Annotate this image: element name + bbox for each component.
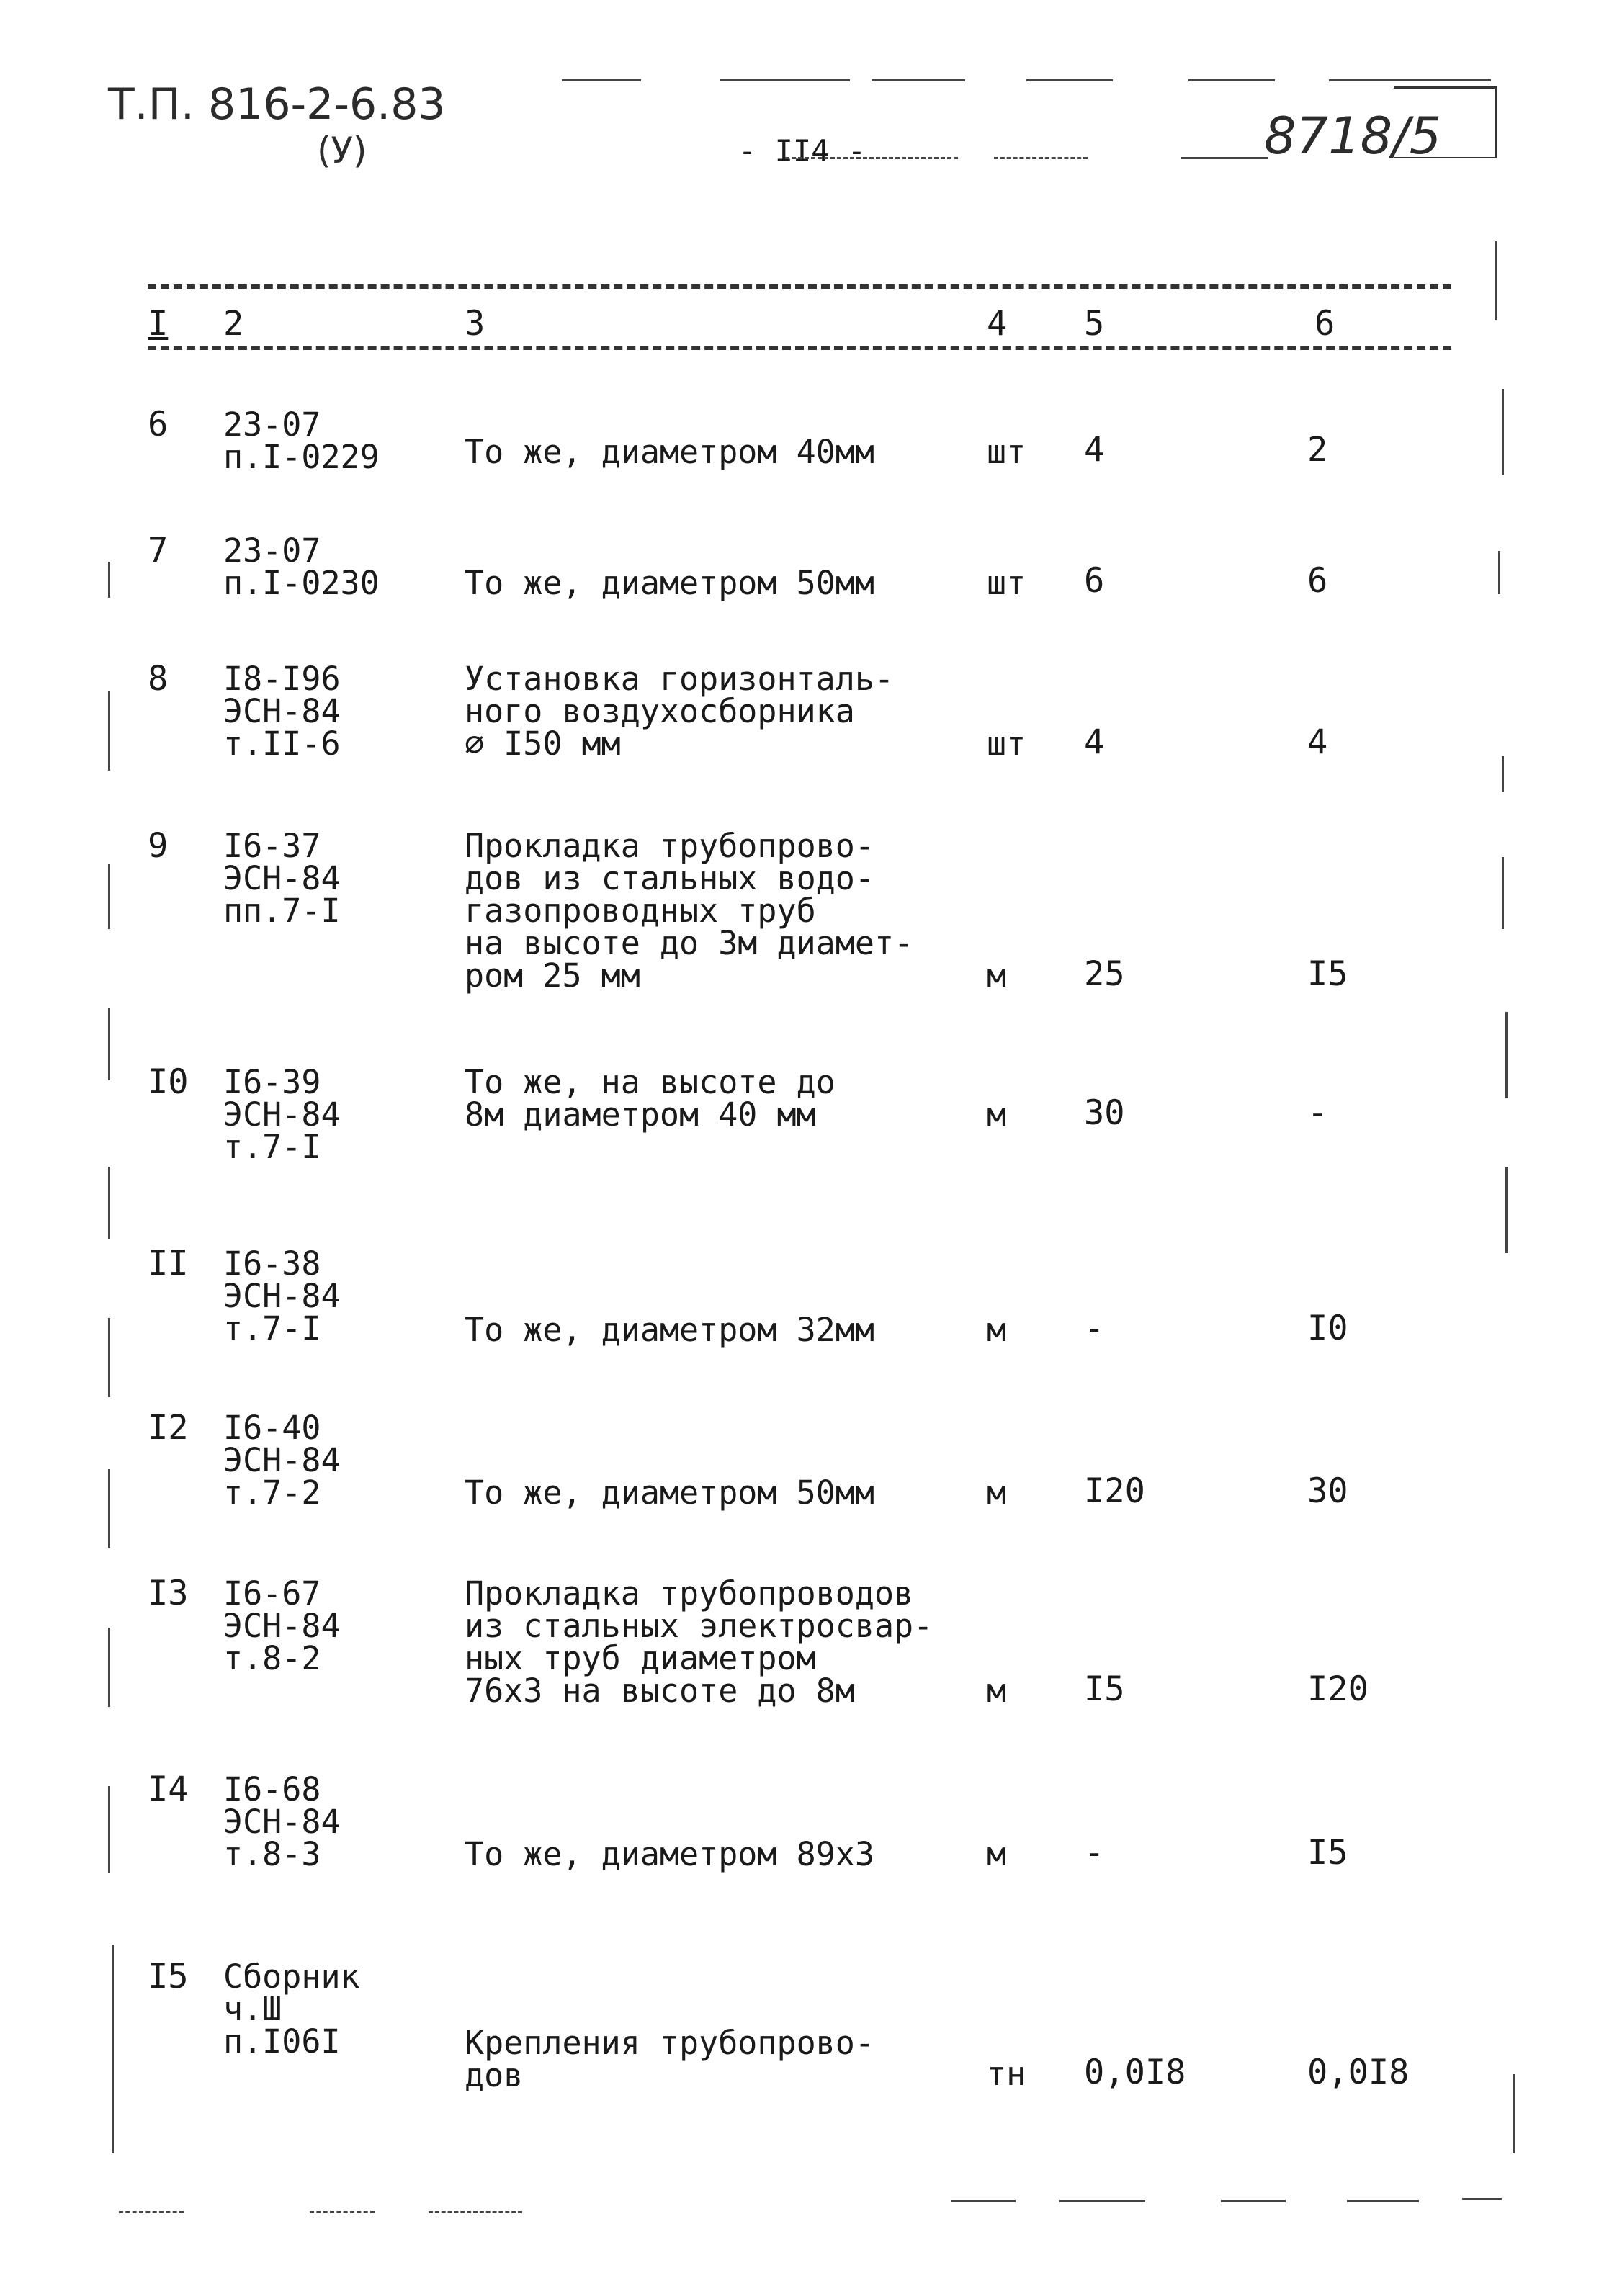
column-header-3: 3 <box>465 304 485 344</box>
row-description-line: Прокладка трубопроводов <box>465 1574 914 1613</box>
bottom-dash <box>310 2211 375 2213</box>
row-description-line: 8м диаметром 40 мм <box>465 1095 816 1134</box>
row-reference-line: ЭСН-84 <box>223 1803 341 1841</box>
row-number: I2 <box>148 1408 189 1448</box>
edge-mark <box>1502 389 1504 475</box>
row-unit: шт <box>987 433 1026 471</box>
row-unit: шт <box>987 564 1026 602</box>
row-unit: шт <box>987 725 1026 763</box>
row-reference-line: п.I06I <box>223 2022 341 2060</box>
row-quantity-6: 0,0I8 <box>1307 2053 1410 2092</box>
column-header-2: 2 <box>223 304 244 344</box>
edge-mark <box>1495 241 1497 320</box>
row-unit: м <box>987 1474 1007 1512</box>
row-reference-line: т.II-6 <box>223 725 341 763</box>
edge-mark <box>1505 1012 1508 1098</box>
row-reference-line: ЭСН-84 <box>223 1607 341 1645</box>
row-reference-line: I6-39 <box>223 1063 321 1101</box>
row-description-line: дов из стальных водо- <box>465 859 874 897</box>
bottom-dash <box>1221 2200 1286 2202</box>
sheet-number-frame <box>1394 86 1497 158</box>
edge-mark <box>1505 1167 1508 1253</box>
row-reference-line: т.8-2 <box>223 1639 321 1677</box>
row-quantity-6: 2 <box>1307 430 1328 470</box>
column-header-5: 5 <box>1084 304 1105 344</box>
row-description-line: газопроводных труб <box>465 892 816 930</box>
row-number: I4 <box>148 1770 189 1809</box>
row-quantity-5: 4 <box>1084 430 1105 470</box>
document-code: Т.П. 816-2-6.83 <box>108 79 446 130</box>
row-unit: тн <box>987 2055 1026 2093</box>
row-quantity-5: 30 <box>1084 1093 1125 1133</box>
row-unit: м <box>987 1095 1007 1134</box>
row-description-line: Крепления трубопрово- <box>465 2024 874 2062</box>
row-description-line: Прокладка трубопрово- <box>465 827 874 865</box>
row-number: I0 <box>148 1062 189 1102</box>
row-quantity-5: - <box>1084 1309 1105 1348</box>
bottom-dash <box>951 2200 1016 2202</box>
row-reference-line: 23-07 <box>223 405 321 444</box>
row-reference-line: п.I-0229 <box>223 438 380 476</box>
row-quantity-6: - <box>1307 1093 1328 1133</box>
row-reference-line: т.7-I <box>223 1309 321 1347</box>
row-description-line: Установка горизонталь- <box>465 660 895 698</box>
row-number: 7 <box>148 531 169 570</box>
table-header-rule <box>148 346 1451 350</box>
row-quantity-5: 25 <box>1084 954 1125 994</box>
header-dash-4 <box>1026 79 1113 81</box>
header-dash-9 <box>1181 157 1268 159</box>
edge-mark <box>108 864 110 929</box>
edge-mark <box>108 1469 110 1548</box>
row-description-line: То же, диаметром 32мм <box>465 1311 874 1349</box>
row-description-line: ром 25 мм <box>465 956 640 995</box>
edge-mark <box>108 1786 110 1873</box>
edge-mark <box>108 562 110 598</box>
bottom-dash <box>1059 2200 1145 2202</box>
bottom-dash <box>1462 2198 1502 2200</box>
row-quantity-6: I20 <box>1307 1669 1369 1709</box>
row-description-line: 76х3 на высоте до 8м <box>465 1672 855 1710</box>
row-reference-line: т.7-2 <box>223 1474 321 1512</box>
row-reference-line: Сборник <box>223 1958 360 1996</box>
row-reference-line: пп.7-I <box>223 892 341 930</box>
row-quantity-5: 6 <box>1084 561 1105 601</box>
row-description-line: из стальных электросвар- <box>465 1607 933 1645</box>
edge-mark <box>108 1167 110 1239</box>
document-subcode: (У) <box>317 130 367 171</box>
header-dash-8 <box>994 157 1088 159</box>
row-description-line: ного воздухосборника <box>465 692 855 730</box>
row-reference-line: I8-I96 <box>223 660 341 698</box>
row-quantity-6: I0 <box>1307 1309 1348 1348</box>
row-quantity-5: 0,0I8 <box>1084 2053 1186 2092</box>
edge-mark <box>1502 756 1504 792</box>
row-reference-line: т.8-3 <box>223 1835 321 1873</box>
header-dash-1 <box>562 79 641 81</box>
row-reference-line: ЭСН-84 <box>223 1441 341 1479</box>
sheet-number: 8718/5 <box>1264 107 1442 166</box>
header-dash-5 <box>1188 79 1275 81</box>
row-description-line: дов <box>465 2056 524 2094</box>
row-description-line: То же, диаметром 40мм <box>465 433 874 471</box>
row-quantity-5: I20 <box>1084 1471 1145 1511</box>
row-reference-line: 23-07 <box>223 532 321 570</box>
row-description-line: ⌀ I50 мм <box>465 725 621 763</box>
row-quantity-6: I5 <box>1307 954 1348 994</box>
row-number: I5 <box>148 1957 189 1996</box>
row-description-line: ных труб диаметром <box>465 1639 816 1677</box>
bottom-dash <box>119 2211 184 2213</box>
edge-mark <box>1502 857 1504 929</box>
header-dash-3 <box>872 79 965 81</box>
row-reference-line: I6-38 <box>223 1245 321 1283</box>
row-reference-line: ЭСН-84 <box>223 859 341 897</box>
row-reference-line: I6-68 <box>223 1770 321 1808</box>
row-reference-line: I6-37 <box>223 827 321 865</box>
row-quantity-6: 6 <box>1307 561 1328 601</box>
row-description-line: То же, на высоте до <box>465 1063 836 1101</box>
header-dash-7 <box>785 157 958 159</box>
row-description-line: То же, диаметром 89х3 <box>465 1835 874 1873</box>
row-quantity-6: 30 <box>1307 1471 1348 1511</box>
column-header-1: I <box>148 304 169 344</box>
row-description-line: То же, диаметром 50мм <box>465 1474 874 1512</box>
edge-mark <box>108 1318 110 1397</box>
row-reference-line: ЭСН-84 <box>223 1095 341 1134</box>
row-number: II <box>148 1244 189 1283</box>
edge-mark <box>112 1945 114 2153</box>
row-quantity-5: - <box>1084 1833 1105 1873</box>
row-quantity-5: 4 <box>1084 722 1105 762</box>
row-unit: м <box>987 1835 1007 1873</box>
row-reference-line: т.7-I <box>223 1128 321 1166</box>
row-number: 9 <box>148 826 169 866</box>
row-reference-line: ЭСН-84 <box>223 1277 341 1315</box>
edge-mark <box>1513 2074 1515 2153</box>
row-reference-line: ЭСН-84 <box>223 692 341 730</box>
row-description-line: на высоте до 3м диамет- <box>465 924 914 962</box>
row-description-line: То же, диаметром 50мм <box>465 564 874 602</box>
row-reference-line: I6-67 <box>223 1574 321 1613</box>
row-quantity-5: I5 <box>1084 1669 1125 1709</box>
row-number: 6 <box>148 405 169 444</box>
header-dash-2 <box>720 79 850 81</box>
edge-mark <box>108 691 110 771</box>
header-dash-6 <box>1329 79 1491 81</box>
row-number: I3 <box>148 1574 189 1613</box>
bottom-dash <box>1347 2200 1419 2202</box>
row-quantity-6: 4 <box>1307 722 1328 762</box>
page-number: - II4 - <box>738 133 866 169</box>
row-reference-line: I6-40 <box>223 1409 321 1447</box>
bottom-dash <box>429 2211 522 2213</box>
row-unit: м <box>987 956 1007 995</box>
row-unit: м <box>987 1311 1007 1349</box>
column-header-6: 6 <box>1314 304 1335 344</box>
row-reference-line: ч.Ш <box>223 1990 282 2028</box>
edge-mark <box>108 1008 110 1080</box>
edge-mark <box>108 1628 110 1707</box>
row-reference-line: п.I-0230 <box>223 564 380 602</box>
column-header-4: 4 <box>987 304 1008 344</box>
row-number: 8 <box>148 659 169 699</box>
edge-mark <box>1498 551 1500 594</box>
row-unit: м <box>987 1672 1007 1710</box>
table-top-rule <box>148 284 1451 289</box>
row-quantity-6: I5 <box>1307 1833 1348 1873</box>
